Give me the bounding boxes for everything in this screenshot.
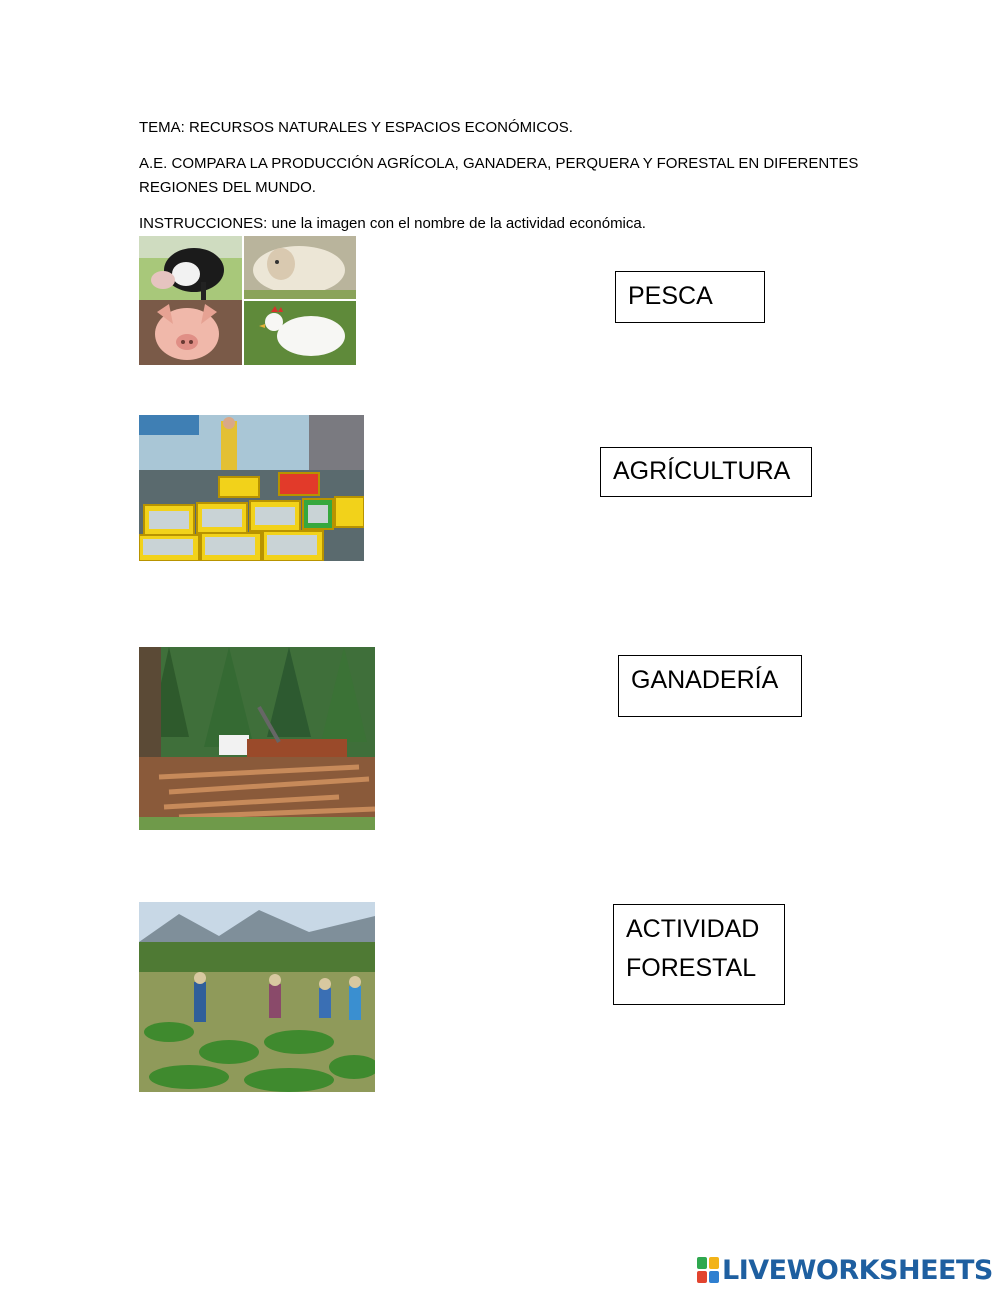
forestry-logging-image[interactable] xyxy=(139,647,375,830)
label-ganaderia: GANADERÍA xyxy=(631,666,779,694)
brand-name: LIVEWORKSHEETS xyxy=(722,1254,993,1286)
agriculture-field-image[interactable] xyxy=(139,902,375,1092)
objective-line-1: A.E. COMPARA LA PRODUCCIÓN AGRÍCOLA, GANADERA, PERQUERA Y FORESTAL EN DIFERENTES xyxy=(139,155,859,172)
label-box-ganaderia[interactable] xyxy=(618,655,802,717)
label-agricultura: AGRÍCULTURA xyxy=(613,457,791,485)
label-box-actividad-forestal[interactable] xyxy=(613,904,785,1005)
instructions-text: INSTRUCCIONES: une la imagen con el nombre de la actividad económica. xyxy=(139,215,646,232)
liveworksheets-logo[interactable] xyxy=(697,1254,993,1286)
objective-line-2: REGIONES DEL MUNDO. xyxy=(139,179,316,196)
label-forestal-line-2: FORESTAL xyxy=(626,954,757,982)
label-box-agricultura[interactable] xyxy=(600,447,812,497)
label-box-pesca[interactable] xyxy=(615,271,765,323)
liveworksheets-icon xyxy=(697,1257,719,1283)
topic-text: TEMA: RECURSOS NATURALES Y ESPACIOS ECONÓMICOS. xyxy=(139,119,573,136)
label-forestal-line-1: ACTIVIDAD xyxy=(626,915,760,943)
fishing-port-image[interactable] xyxy=(139,415,364,561)
label-pesca: PESCA xyxy=(628,282,713,310)
learning-objective xyxy=(139,152,858,200)
livestock-collage-image[interactable] xyxy=(139,236,356,365)
